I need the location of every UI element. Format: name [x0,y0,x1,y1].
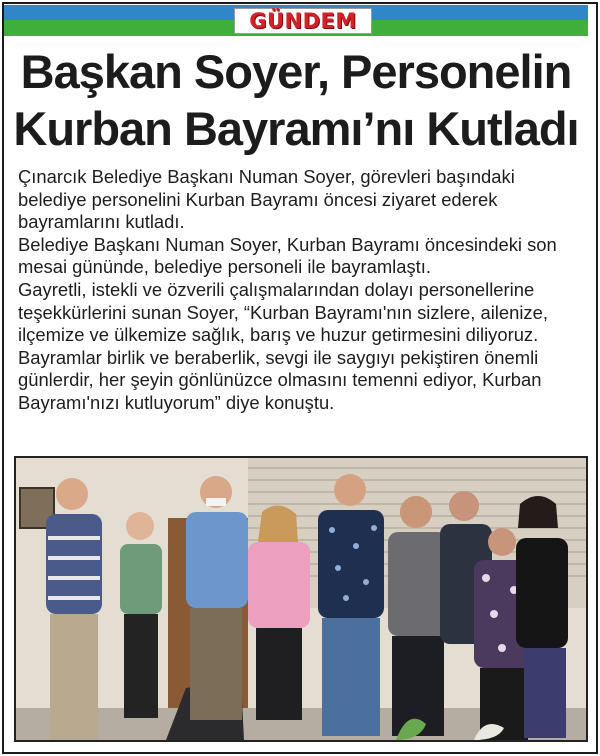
group-photo-illustration [16,458,586,740]
headline [6,44,586,158]
section-label: GÜNDEM [234,8,372,34]
section-band [4,5,588,36]
group-photo [14,456,588,742]
article-paragraph: Belediye Başkanı Numan Soyer, Kurban Bayramı öncesindeki son mesai gününde, belediye personeli ile bayramlaştı. [18,233,557,278]
article-body [18,166,588,415]
article-paragraph: Çınarcık Belediye Başkanı Numan Soyer, görevleri başındaki belediye personelini Kurban Bayramı öncesi ziyaret ederek bayramlarını kutladı. [18,166,515,233]
article-paragraph: Gayretli, istekli ve özverili çalışmalarından dolayı personellerine teşekkürlerini sunan Soyer, “Kurban Bayramı'nın sizlere, ailenize, ilçemize ve ülkemize sağlık, barış ve huzur getirmesini diliyoruz. Bayramlar birlik ve beraberlik, sevgi ile saygıyı pekiştiren önemli günlerdir, her şeyin gönlünüzce olmasını temenni ediyor, Kurban Bayramı'nızı kutluyorum” diye konuştu. [18,278,548,413]
headline-line-2: Kurban Bayramı’nı Kutladı [13,102,579,155]
headline-line-1: Başkan Soyer, Personelin [20,45,572,98]
